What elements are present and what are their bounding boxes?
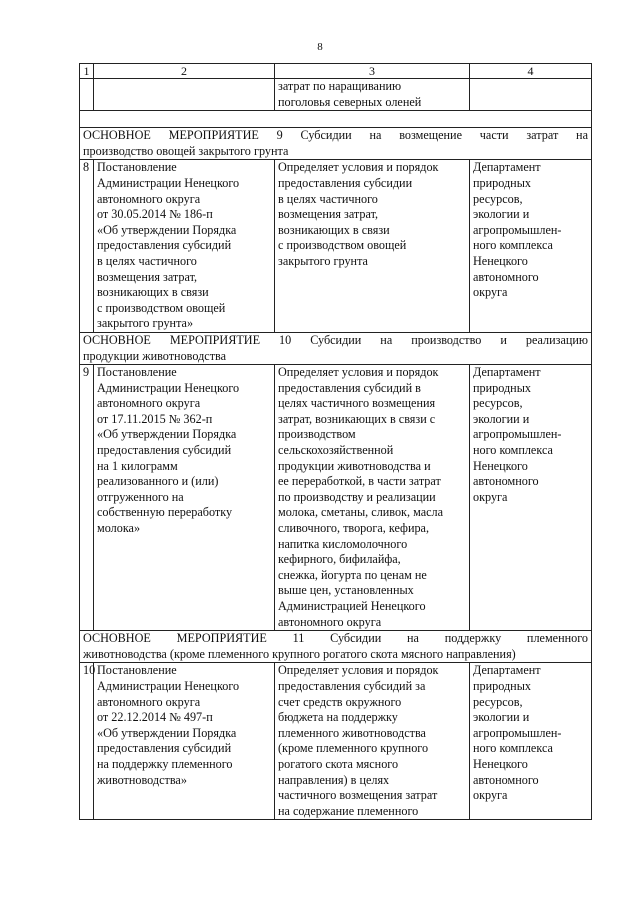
- cell-line: Постановление: [97, 160, 177, 175]
- cell-line: «Об утверждении Порядка: [97, 222, 237, 237]
- cell-line: ресурсов,: [473, 396, 523, 411]
- cell-line: закрытого грунта»: [97, 316, 194, 331]
- cell-line: сливочного, творога, кефира,: [278, 521, 430, 536]
- cell-line: племенного животноводства: [278, 725, 426, 740]
- cell-line: экологии и: [473, 207, 530, 222]
- cell-line: природных: [473, 380, 531, 395]
- cell-line: возмещения затрат,: [97, 269, 198, 284]
- cell-line: предоставления субсидий в: [278, 380, 421, 395]
- cell-line: бюджета на поддержку: [278, 710, 398, 725]
- blank-row: [80, 111, 592, 128]
- num-cell: [80, 79, 94, 111]
- cell-line: целях частичного возмещения: [278, 396, 436, 411]
- description-cell: [275, 160, 470, 333]
- cell-line: отгруженного на: [97, 489, 184, 504]
- cell-line: выше цен, установленных: [278, 583, 414, 598]
- cell-line: автономного округа: [278, 614, 382, 629]
- cell-line: экологии и: [473, 710, 530, 725]
- cell-line: округа: [473, 788, 508, 803]
- cell-line: агропромышлен-: [473, 222, 562, 237]
- cell-line: округа: [473, 285, 508, 300]
- cell-line: Администрацией Ненецкого: [278, 599, 426, 613]
- cell-line: Определяет условия и порядок: [278, 365, 439, 380]
- section-heading-line: производство овощей закрытого грунта: [83, 143, 289, 158]
- cell-line: Постановление: [97, 663, 177, 678]
- section-heading-line: животноводства (кроме племенного крупного рогатого скота мясного направления): [83, 646, 516, 661]
- cell-line: возникающих в связи: [97, 285, 209, 300]
- table-header-row: [80, 64, 592, 79]
- row-number: 9: [80, 365, 94, 631]
- cell-line: «Об утверждении Порядка: [97, 427, 237, 442]
- section-heading: [80, 631, 592, 663]
- cell-line: предоставления субсидий: [97, 443, 232, 458]
- cell-line: собственную переработку: [97, 505, 233, 520]
- cell-line: от 22.12.2014 № 497-п: [97, 710, 213, 725]
- department-cell: [470, 160, 592, 333]
- cell-line: рогатого скота мясного: [278, 756, 399, 771]
- section-heading-line: продукции животноводства: [83, 348, 227, 363]
- cell-line: снежка, йогурта по ценам не: [278, 567, 427, 582]
- cell-line: автономного округа: [97, 396, 201, 411]
- cell-line: по производству и реализации: [278, 489, 436, 504]
- document-table: [79, 63, 592, 820]
- cell-line: (кроме племенного крупного: [278, 741, 429, 756]
- document-cell: [94, 663, 275, 820]
- header-cell: 4: [470, 64, 592, 79]
- cell-line: Постановление: [97, 365, 177, 380]
- cell-line: природных: [473, 678, 531, 693]
- section-heading-row: [80, 332, 592, 364]
- cell-line: в целях частичного: [97, 253, 197, 268]
- cell-line: продукции животноводства и: [278, 458, 431, 473]
- section-heading-line: ОСНОВНОЕ МЕРОПРИЯТИЕ 10 Субсидии на производство и реализацию: [83, 332, 588, 347]
- cell-line: счет средств окружного: [278, 694, 402, 709]
- cell-line: сельскохозяйственной: [278, 443, 394, 458]
- cell-line: ного комплекса: [473, 443, 553, 458]
- department-cell: [470, 79, 592, 111]
- cell-line: Администрации Ненецкого: [97, 678, 240, 693]
- continuation-row: [80, 79, 592, 111]
- table-row: [80, 365, 592, 631]
- cell-line: округа: [473, 489, 508, 504]
- cell-line: предоставления субсидии: [278, 175, 413, 190]
- section-heading: [80, 128, 592, 160]
- cell-line: Ненецкого: [473, 458, 528, 473]
- department-cell: [470, 663, 592, 820]
- cell-line: от 30.05.2014 № 186-п: [97, 207, 213, 222]
- cell-line: ного комплекса: [473, 741, 553, 756]
- table-row: [80, 160, 592, 333]
- cell-line: возникающих в связи: [278, 222, 390, 237]
- cell-line: поголовья северных оленей: [278, 94, 422, 109]
- cell-line: с производством овощей: [278, 238, 407, 253]
- cell-line: Определяет условия и порядок: [278, 663, 439, 678]
- table-row: [80, 663, 592, 820]
- section-heading-line: ОСНОВНОЕ МЕРОПРИЯТИЕ 9 Субсидии на возмещение части затрат на: [83, 128, 588, 143]
- header-cell: 2: [94, 64, 275, 79]
- cell-line: от 17.11.2015 № 362-п: [97, 411, 213, 426]
- cell-line: закрытого грунта: [278, 253, 368, 268]
- cell-line: молока, сметаны, сливок, масла: [278, 505, 444, 520]
- cell-line: Ненецкого: [473, 756, 528, 771]
- cell-line: на поддержку племенного: [97, 756, 233, 771]
- cell-line: автономного: [473, 474, 539, 489]
- cell-line: напитка кисломолочного: [278, 536, 408, 551]
- cell-line: затрат, возникающих в связи с: [278, 411, 436, 426]
- cell-line: Администрации Ненецкого: [97, 175, 240, 190]
- cell-line: возмещения затрат,: [278, 207, 379, 222]
- cell-line: предоставления субсидий: [97, 238, 232, 253]
- description-cell: [275, 365, 470, 631]
- section-heading-line: ОСНОВНОЕ МЕРОПРИЯТИЕ 11 Субсидии на поддержку племенного: [83, 631, 588, 646]
- section-heading: [80, 332, 592, 364]
- cell-line: с производством овощей: [97, 300, 226, 315]
- row-number: 10: [80, 663, 94, 820]
- cell-line: экологии и: [473, 411, 530, 426]
- cell-line: Ненецкого: [473, 253, 528, 268]
- cell-line: кефирного, бифилайфа,: [278, 552, 401, 567]
- cell-line: Департамент: [473, 365, 541, 380]
- cell-line: животноводства»: [97, 772, 187, 787]
- cell-line: автономного округа: [97, 191, 201, 206]
- cell-line: ресурсов,: [473, 694, 523, 709]
- cell-line: автономного: [473, 269, 539, 284]
- header-cell: 3: [275, 64, 470, 79]
- cell-line: Определяет условия и порядок: [278, 160, 439, 175]
- cell-line: агропромышлен-: [473, 725, 562, 740]
- cell-line: ресурсов,: [473, 191, 523, 206]
- document-cell: [94, 365, 275, 631]
- description-cell: [275, 663, 470, 820]
- cell-line: в целях частичного: [278, 191, 378, 206]
- cell-line: агропромышлен-: [473, 427, 562, 442]
- document-cell: [94, 160, 275, 333]
- department-cell: [470, 365, 592, 631]
- section-heading-row: [80, 128, 592, 160]
- cell-line: производством: [278, 427, 356, 442]
- section-heading-row: [80, 631, 592, 663]
- cell-line: Департамент: [473, 160, 541, 175]
- cell-line: направления) в целях: [278, 772, 390, 787]
- cell-line: «Об утверждении Порядка: [97, 725, 237, 740]
- cell-line: Департамент: [473, 663, 541, 678]
- cell-line: предоставления субсидий: [97, 741, 232, 756]
- cell-line: предоставления субсидий за: [278, 678, 426, 693]
- description-cell: [275, 79, 470, 111]
- row-number: 8: [80, 160, 94, 333]
- cell-line: затрат по наращиванию: [278, 79, 402, 93]
- cell-line: на содержание племенного: [278, 803, 419, 818]
- cell-line: природных: [473, 175, 531, 190]
- cell-line: реализованного и (или): [97, 474, 219, 489]
- cell-line: молока»: [97, 521, 141, 536]
- cell-line: ее переработкой, в части затрат: [278, 474, 441, 489]
- cell-line: автономного округа: [97, 694, 201, 709]
- document-cell: [94, 79, 275, 111]
- header-cell: 1: [80, 64, 94, 79]
- page-number: 8: [317, 41, 323, 53]
- cell-line: ного комплекса: [473, 238, 553, 253]
- cell-line: частичного возмещения затрат: [278, 788, 438, 803]
- cell-line: Администрации Ненецкого: [97, 380, 240, 395]
- cell-line: автономного: [473, 772, 539, 787]
- cell-line: на 1 килограмм: [97, 458, 178, 473]
